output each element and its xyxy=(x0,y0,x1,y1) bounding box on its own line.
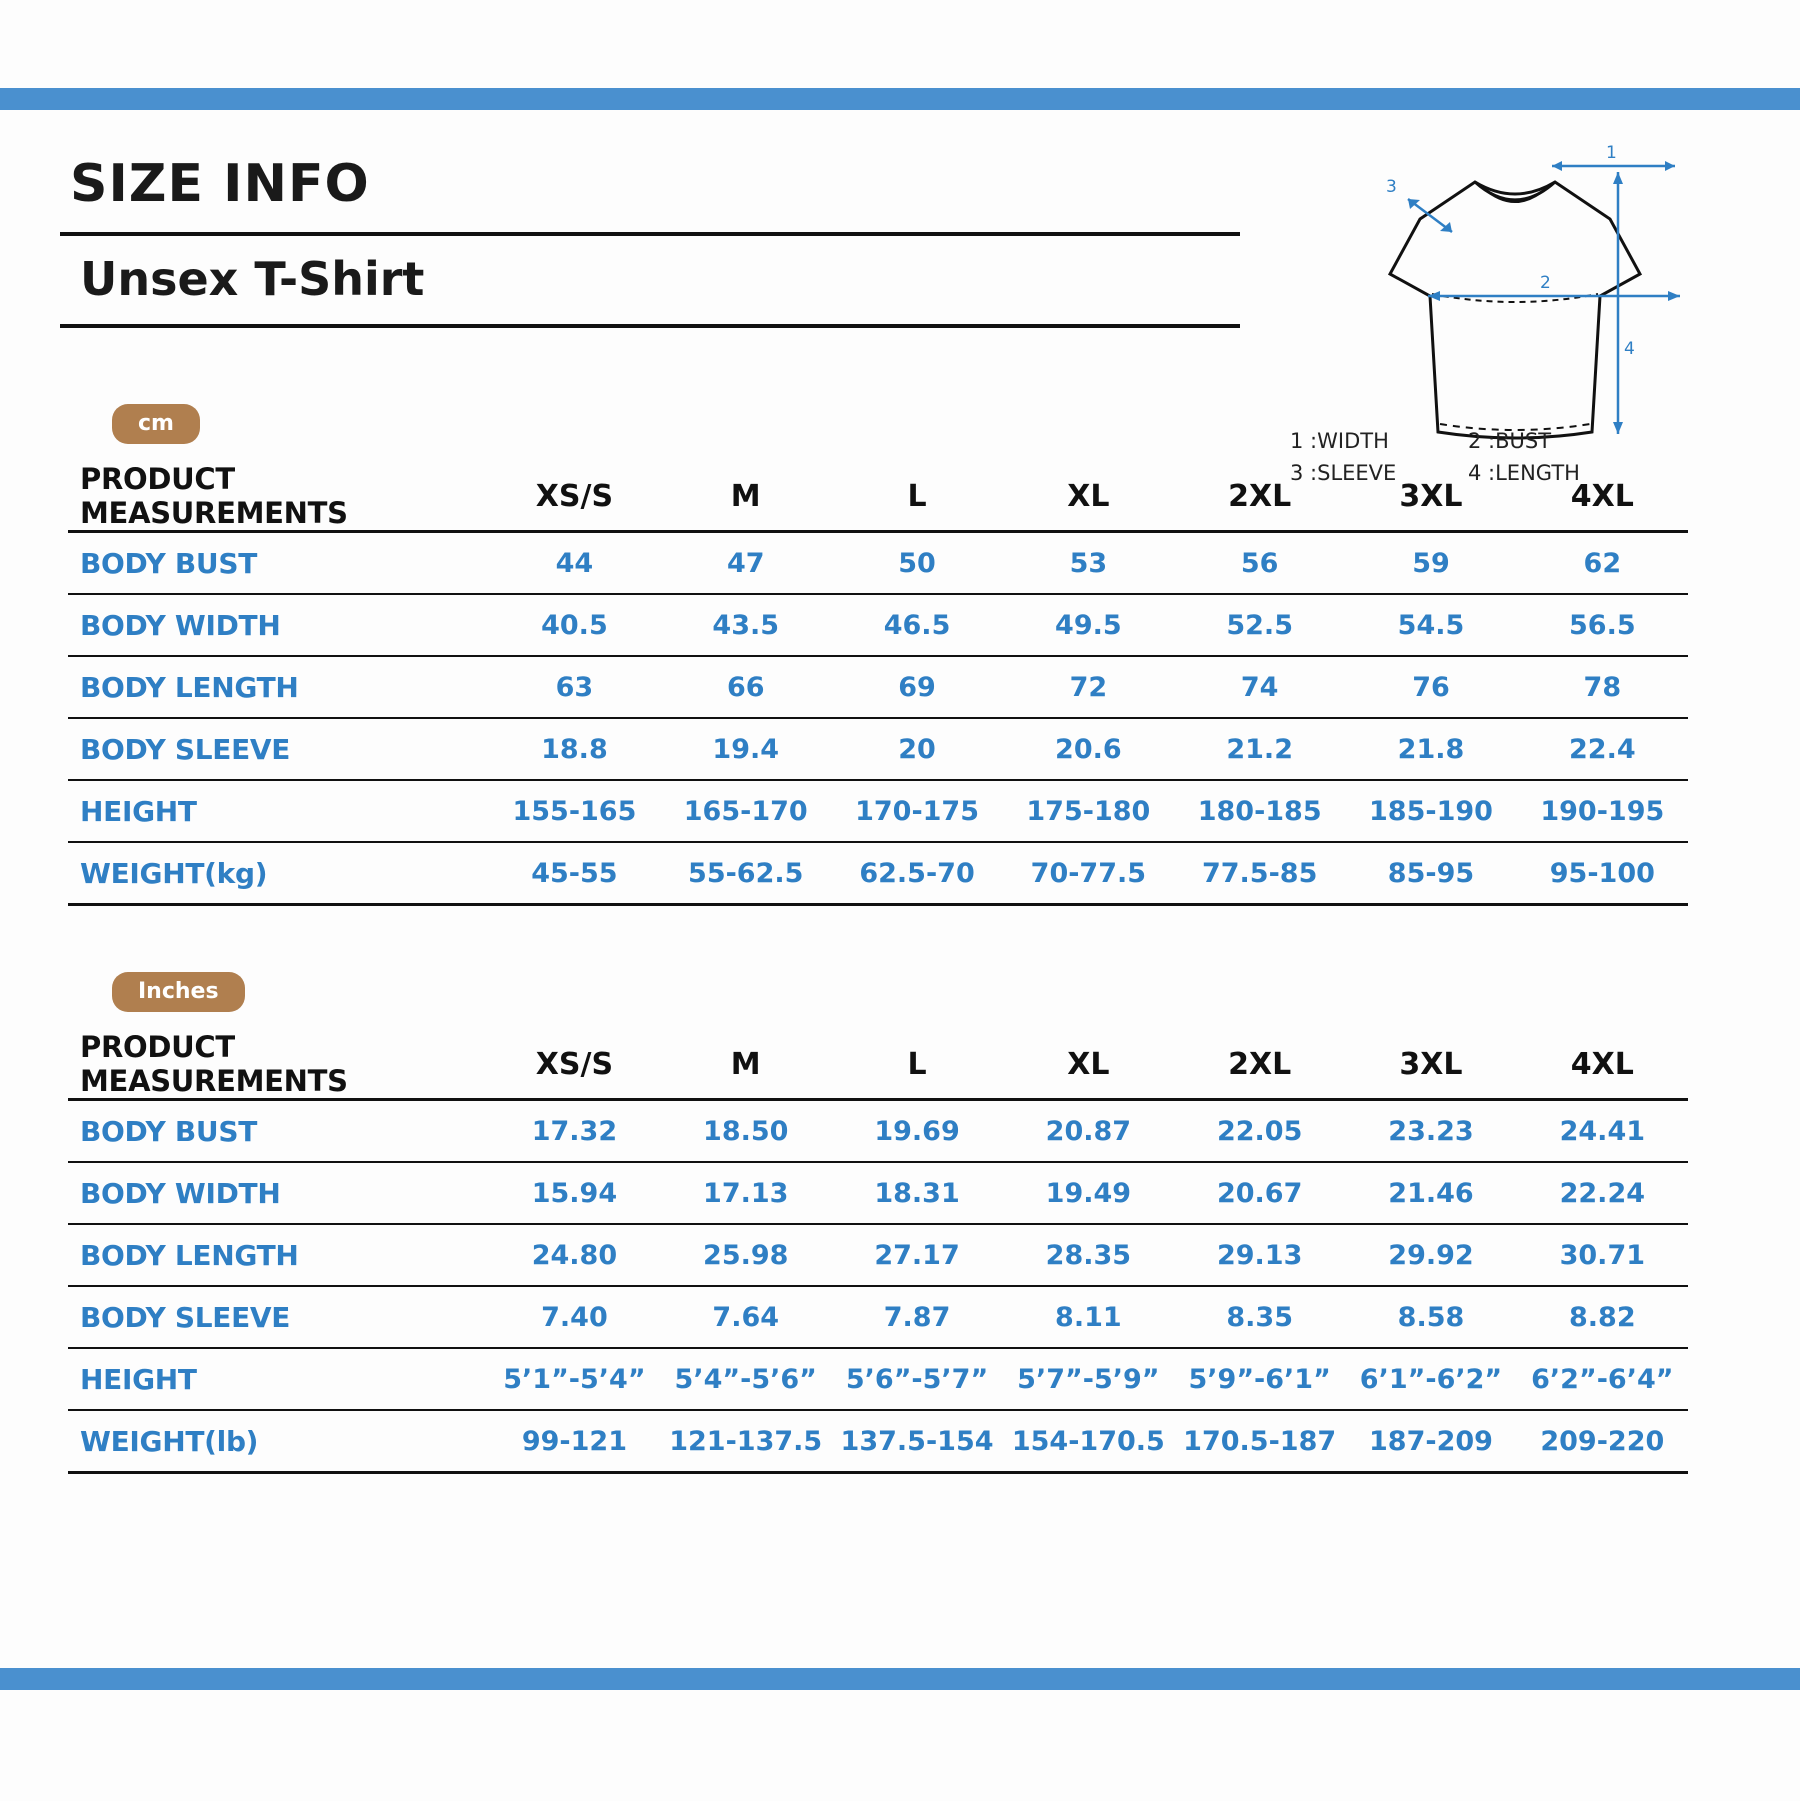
cell-value: 18.31 xyxy=(831,1162,1002,1224)
row-label: HEIGHT xyxy=(68,1348,489,1410)
cell-value: 21.2 xyxy=(1174,718,1345,780)
row-label: WEIGHT(lb) xyxy=(68,1410,489,1473)
table-row xyxy=(68,1100,1688,1163)
row-label: BODY BUST xyxy=(68,532,489,595)
cell-value: 121-137.5 xyxy=(660,1410,831,1473)
cell-value: 24.41 xyxy=(1517,1100,1688,1163)
cell-value: 187-209 xyxy=(1345,1410,1516,1473)
cell-value: 25.98 xyxy=(660,1224,831,1286)
unit-badge-cm: cm xyxy=(112,404,200,444)
cell-value: 5’6”-5’7” xyxy=(831,1348,1002,1410)
cell-value: 52.5 xyxy=(1174,594,1345,656)
tshirt-diagram xyxy=(1300,144,1730,474)
page-subtitle: Unsex T-Shirt xyxy=(80,252,425,306)
col-header-4xl: 4XL xyxy=(1517,1030,1688,1100)
page-title: SIZE INFO xyxy=(70,154,370,214)
cell-value: 29.13 xyxy=(1174,1224,1345,1286)
size-table-inches-body xyxy=(68,1100,1688,1473)
size-table-inches xyxy=(68,1030,1688,1474)
cell-value: 62.5-70 xyxy=(831,842,1002,905)
measure-width-arrow-left xyxy=(1552,161,1562,171)
row-label: BODY LENGTH xyxy=(68,656,489,718)
table-row xyxy=(68,780,1688,842)
col-header-measurements: PRODUCT MEASUREMENTS xyxy=(68,462,489,532)
size-table-cm-body xyxy=(68,532,1688,905)
shirt-outline xyxy=(1390,182,1640,438)
cell-value: 7.87 xyxy=(831,1286,1002,1348)
cell-value: 63 xyxy=(489,656,660,718)
row-label: WEIGHT(kg) xyxy=(68,842,489,905)
legend-item-width: 1 :WIDTH xyxy=(1290,429,1389,453)
cell-value: 18.8 xyxy=(489,718,660,780)
cell-value: 6’1”-6’2” xyxy=(1345,1348,1516,1410)
cell-value: 24.80 xyxy=(489,1224,660,1286)
cell-value: 76 xyxy=(1345,656,1516,718)
table-row xyxy=(68,1162,1688,1224)
cell-value: 170-175 xyxy=(831,780,1002,842)
col-header-xs-s: XS/S xyxy=(489,462,660,532)
table-header-row xyxy=(68,1030,1688,1100)
cell-value: 5’4”-5’6” xyxy=(660,1348,831,1410)
measure-label-3: 3 xyxy=(1386,177,1397,197)
cell-value: 154-170.5 xyxy=(1003,1410,1174,1473)
cell-value: 165-170 xyxy=(660,780,831,842)
tshirt-diagram-svg xyxy=(1300,144,1730,474)
cell-value: 30.71 xyxy=(1517,1224,1688,1286)
cell-value: 78 xyxy=(1517,656,1688,718)
col-header-xl: XL xyxy=(1003,462,1174,532)
cell-value: 190-195 xyxy=(1517,780,1688,842)
row-label: BODY SLEEVE xyxy=(68,1286,489,1348)
legend-item-bust: 2 :BUST xyxy=(1468,429,1552,453)
col-header-4xl: 4XL xyxy=(1517,462,1688,532)
cell-value: 185-190 xyxy=(1345,780,1516,842)
cell-value: 5’7”-5’9” xyxy=(1003,1348,1174,1410)
unit-badge-inches-wrap xyxy=(60,972,1740,1012)
cell-value: 72 xyxy=(1003,656,1174,718)
cell-value: 70-77.5 xyxy=(1003,842,1174,905)
measure-label-2: 2 xyxy=(1540,273,1551,293)
table-row xyxy=(68,842,1688,905)
size-table-cm xyxy=(68,462,1688,906)
cell-value: 20.6 xyxy=(1003,718,1174,780)
col-header-2xl: 2XL xyxy=(1174,1030,1345,1100)
row-label: BODY LENGTH xyxy=(68,1224,489,1286)
cell-value: 5’1”-5’4” xyxy=(489,1348,660,1410)
measure-label-4: 4 xyxy=(1624,339,1635,359)
col-header-3xl: 3XL xyxy=(1345,462,1516,532)
measure-label-1: 1 xyxy=(1606,144,1617,163)
cell-value: 54.5 xyxy=(1345,594,1516,656)
col-header-measurements: PRODUCT MEASUREMENTS xyxy=(68,1030,489,1100)
cell-value: 47 xyxy=(660,532,831,595)
unit-badge-inches: Inches xyxy=(112,972,245,1012)
cell-value: 18.50 xyxy=(660,1100,831,1163)
cell-value: 19.69 xyxy=(831,1100,1002,1163)
measure-width-arrow-right xyxy=(1665,161,1675,171)
cell-value: 99-121 xyxy=(489,1410,660,1473)
table-row xyxy=(68,594,1688,656)
cell-value: 8.58 xyxy=(1345,1286,1516,1348)
cell-value: 59 xyxy=(1345,532,1516,595)
cell-value: 49.5 xyxy=(1003,594,1174,656)
cell-value: 66 xyxy=(660,656,831,718)
cell-value: 20.87 xyxy=(1003,1100,1174,1163)
cell-value: 29.92 xyxy=(1345,1224,1516,1286)
col-header-3xl: 3XL xyxy=(1345,1030,1516,1100)
legend-item-sleeve: 3 :SLEEVE xyxy=(1290,460,1397,485)
col-header-2xl: 2XL xyxy=(1174,462,1345,532)
col-header-m: M xyxy=(660,462,831,532)
cell-value: 55-62.5 xyxy=(660,842,831,905)
cell-value: 137.5-154 xyxy=(831,1410,1002,1473)
row-label: BODY BUST xyxy=(68,1100,489,1163)
content-area xyxy=(60,140,1740,1474)
cell-value: 62 xyxy=(1517,532,1688,595)
cell-value: 7.64 xyxy=(660,1286,831,1348)
measure-bust-arrow-right xyxy=(1668,291,1680,301)
cell-value: 28.35 xyxy=(1003,1224,1174,1286)
cell-value: 20 xyxy=(831,718,1002,780)
cell-value: 20.67 xyxy=(1174,1162,1345,1224)
row-label: BODY SLEEVE xyxy=(68,718,489,780)
cell-value: 56.5 xyxy=(1517,594,1688,656)
col-header-m: M xyxy=(660,1030,831,1100)
cell-value: 40.5 xyxy=(489,594,660,656)
cell-value: 19.49 xyxy=(1003,1162,1174,1224)
cell-value: 6’2”-6’4” xyxy=(1517,1348,1688,1410)
cell-value: 21.8 xyxy=(1345,718,1516,780)
table-row xyxy=(68,1348,1688,1410)
top-accent-bar xyxy=(0,88,1800,110)
cell-value: 155-165 xyxy=(489,780,660,842)
table-row xyxy=(68,1286,1688,1348)
title-divider-top xyxy=(60,232,1240,236)
cell-value: 56 xyxy=(1174,532,1345,595)
cell-value: 15.94 xyxy=(489,1162,660,1224)
bottom-accent-bar xyxy=(0,1668,1800,1690)
table-row xyxy=(68,532,1688,595)
cell-value: 77.5-85 xyxy=(1174,842,1345,905)
col-header-l: L xyxy=(831,462,1002,532)
cell-value: 7.40 xyxy=(489,1286,660,1348)
cell-value: 175-180 xyxy=(1003,780,1174,842)
cell-value: 23.23 xyxy=(1345,1100,1516,1163)
title-divider-bottom xyxy=(60,324,1240,328)
legend-item-length: 4 :LENGTH xyxy=(1468,460,1580,485)
cell-value: 43.5 xyxy=(660,594,831,656)
table-row xyxy=(68,1410,1688,1473)
cell-value: 8.35 xyxy=(1174,1286,1345,1348)
cell-value: 46.5 xyxy=(831,594,1002,656)
cell-value: 27.17 xyxy=(831,1224,1002,1286)
cell-value: 5’9”-6’1” xyxy=(1174,1348,1345,1410)
cell-value: 45-55 xyxy=(489,842,660,905)
cell-value: 19.4 xyxy=(660,718,831,780)
cell-value: 44 xyxy=(489,532,660,595)
cell-value: 170.5-187 xyxy=(1174,1410,1345,1473)
row-label: BODY WIDTH xyxy=(68,594,489,656)
table-row xyxy=(68,718,1688,780)
cell-value: 180-185 xyxy=(1174,780,1345,842)
cell-value: 8.11 xyxy=(1003,1286,1174,1348)
cell-value: 95-100 xyxy=(1517,842,1688,905)
size-table-inches-head xyxy=(68,1030,1688,1100)
cell-value: 74 xyxy=(1174,656,1345,718)
col-header-xs-s: XS/S xyxy=(489,1030,660,1100)
diagram-legend xyxy=(1290,426,1730,489)
cell-value: 22.24 xyxy=(1517,1162,1688,1224)
col-header-xl: XL xyxy=(1003,1030,1174,1100)
row-label: HEIGHT xyxy=(68,780,489,842)
cell-value: 17.32 xyxy=(489,1100,660,1163)
table-row xyxy=(68,656,1688,718)
cell-value: 50 xyxy=(831,532,1002,595)
row-label: BODY WIDTH xyxy=(68,1162,489,1224)
cell-value: 21.46 xyxy=(1345,1162,1516,1224)
col-header-l: L xyxy=(831,1030,1002,1100)
cell-value: 17.13 xyxy=(660,1162,831,1224)
measure-length-arrow-top xyxy=(1613,172,1623,184)
cell-value: 22.05 xyxy=(1174,1100,1345,1163)
table-row xyxy=(68,1224,1688,1286)
cell-value: 69 xyxy=(831,656,1002,718)
cell-value: 53 xyxy=(1003,532,1174,595)
cell-value: 22.4 xyxy=(1517,718,1688,780)
cell-value: 8.82 xyxy=(1517,1286,1688,1348)
cell-value: 85-95 xyxy=(1345,842,1516,905)
cell-value: 209-220 xyxy=(1517,1410,1688,1473)
